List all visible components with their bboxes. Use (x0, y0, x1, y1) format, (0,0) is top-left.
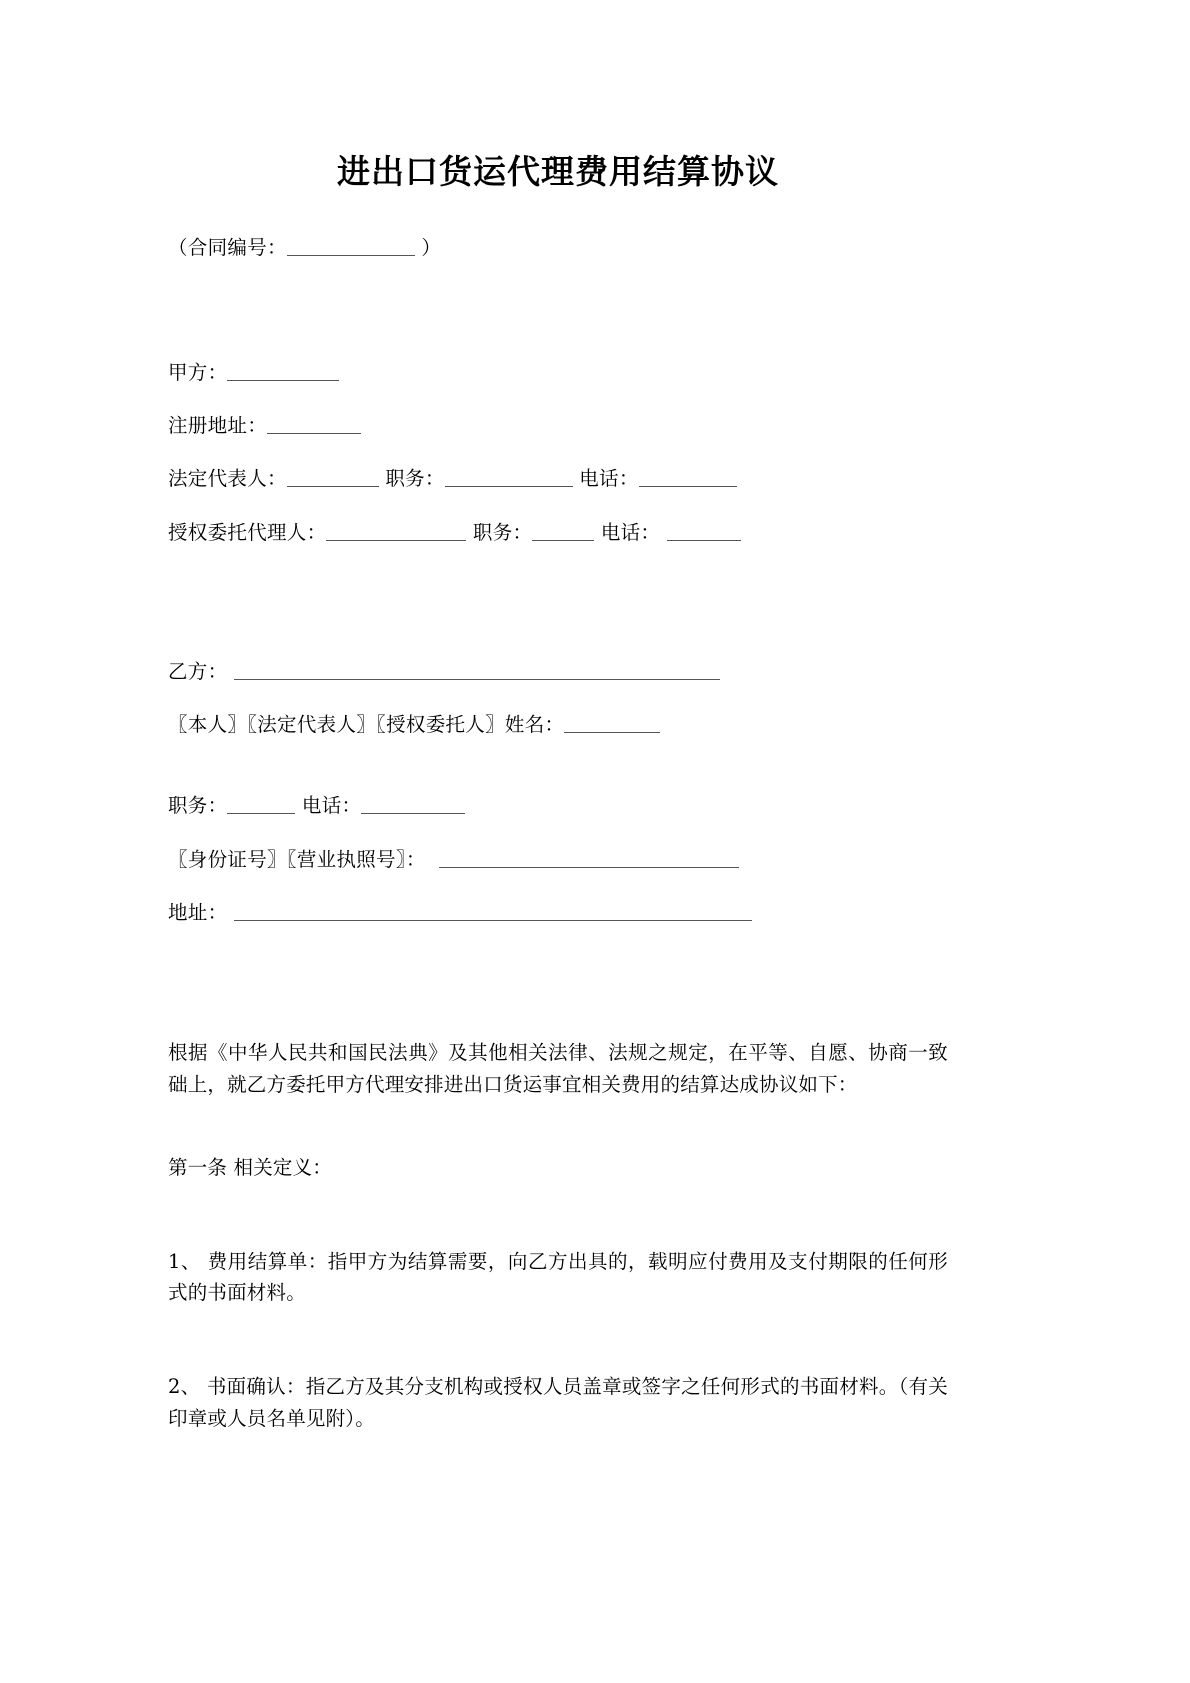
party-a-agent-tel-label: 电话： (600, 520, 661, 544)
party-b-id-number-blank[interactable] (439, 848, 739, 868)
party-b-post-blank[interactable] (227, 795, 295, 815)
party-b-identity-label: 〖本人〗〖法定代表人〗〖授权委托人〗姓名： (168, 713, 565, 737)
party-a-legal-rep-tel-label: 电话： (579, 467, 639, 491)
spacer (168, 334, 948, 358)
party-a-name-label: 甲方： (168, 360, 228, 384)
party-b-address-blank[interactable] (234, 901, 752, 921)
party-b-address-label: 地址： (168, 900, 228, 924)
party-a-legal-rep-post-label: 职务： (385, 467, 445, 491)
party-a-legal-rep-line (168, 464, 948, 493)
party-a-agent-post-label: 职务： (472, 520, 533, 544)
spacer (168, 821, 948, 845)
spacer (168, 195, 948, 233)
party-b-id-number-line (168, 845, 948, 874)
party-b-post-tel-line (168, 791, 948, 820)
spacer (168, 874, 948, 898)
party-a-agent-tel-blank[interactable] (667, 521, 741, 541)
spacer (168, 619, 948, 657)
spacer (168, 1222, 948, 1246)
spacer (168, 999, 948, 1037)
party-a-agent-blank[interactable] (326, 521, 466, 541)
spacer (168, 777, 948, 791)
party-a-agent-label: 授权委托代理人： (168, 520, 327, 544)
party-b-tel-label: 电话： (301, 794, 362, 818)
party-b-name-blank[interactable] (234, 660, 720, 680)
spacer (168, 262, 948, 334)
contract-number-label: （合同编号： (168, 235, 287, 259)
spacer (168, 387, 948, 411)
party-b-post-label: 职务： (168, 794, 228, 818)
spacer (168, 739, 948, 777)
contract-number-blank[interactable] (287, 236, 415, 256)
spacer (168, 1347, 948, 1371)
party-b-identity-line (168, 710, 948, 739)
spacer (168, 1184, 948, 1222)
spacer (168, 547, 948, 619)
preamble-paragraph: 根据《中华人民共和国民法典》及其他相关法律、法规之规定，在平等、自愿、协商一致础上，就乙方委托甲方代理安排进出口货运事宜相关费用的结算达成协议如下： (168, 1041, 948, 1096)
party-a-reg-address-label: 注册地址： (168, 414, 268, 438)
spacer (168, 440, 948, 464)
spacer (168, 686, 948, 710)
party-a-reg-address-blank[interactable] (267, 415, 361, 435)
party-a-legal-rep-blank[interactable] (287, 468, 379, 488)
party-a-reg-address-line (168, 411, 948, 440)
party-a-name-blank[interactable] (227, 361, 339, 381)
party-a-legal-rep-label: 法定代表人： (168, 467, 287, 491)
spacer (168, 494, 948, 518)
spacer (168, 1138, 948, 1152)
document-content (168, 0, 948, 1434)
page-title: 进出口货运代理费用结算协议 (337, 152, 779, 191)
party-a-agent-post-blank[interactable] (532, 521, 594, 541)
party-b-name-line (168, 657, 948, 686)
spacer (168, 927, 948, 999)
clause-item: 1、 费用结算单：指甲方为结算需要，向乙方出具的，载明应付费用及支付期限的任何形式的书面材料。 (168, 1249, 948, 1305)
party-a-agent-line (168, 518, 948, 547)
party-b-address-line (168, 898, 948, 927)
contract-number-close: ） (421, 235, 442, 259)
party-a-legal-rep-post-blank[interactable] (445, 468, 573, 488)
contract-number-line (168, 233, 948, 262)
party-b-name-label: 乙方： (168, 659, 228, 683)
article-one-heading: 第一条 相关定义： (168, 1156, 332, 1180)
party-b-tel-blank[interactable] (361, 795, 465, 815)
spacer (168, 1309, 948, 1347)
party-b-name-field-blank[interactable] (564, 714, 660, 734)
party-a-legal-rep-tel-blank[interactable] (639, 468, 737, 488)
party-a-name-line (168, 358, 948, 387)
party-b-id-number-label: 〖身份证号〗〖营业执照号〗： (168, 847, 426, 871)
clause-item: 2、 书面确认：指乙方及其分支机构或授权人员盖章或签字之任何形式的书面材料。（有关印章或人员名单见附）。 (168, 1374, 948, 1430)
spacer (168, 1100, 948, 1138)
